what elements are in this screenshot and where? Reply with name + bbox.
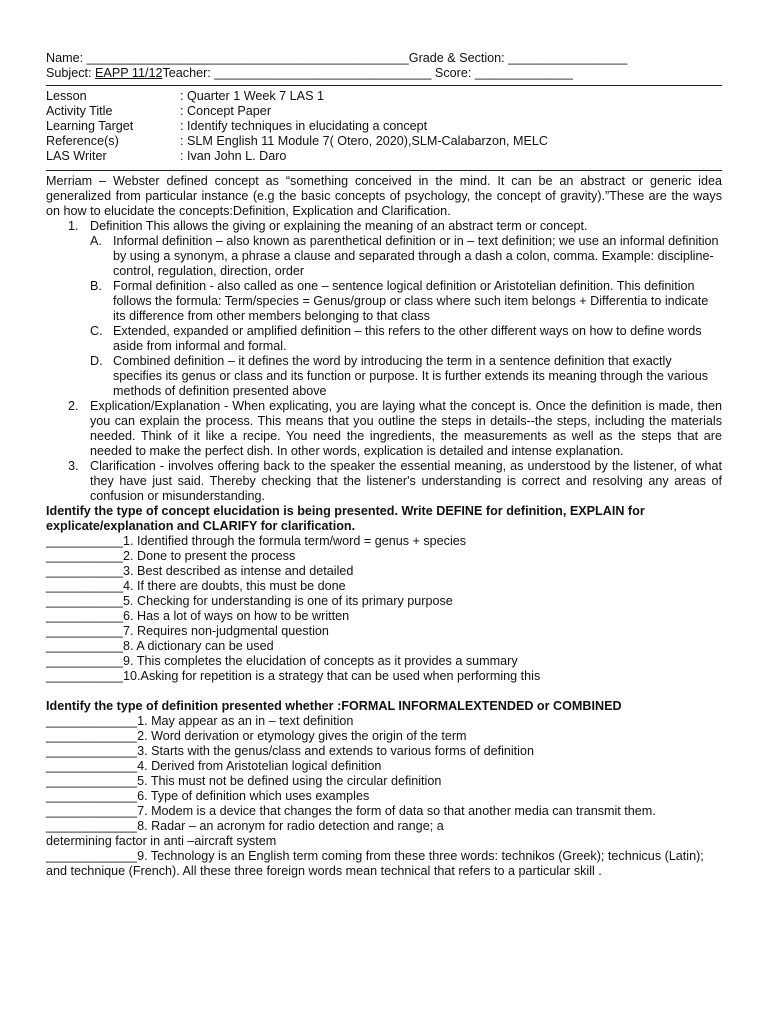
question-text: 6. Type of definition which uses examples — [137, 789, 370, 803]
subject-label: Subject: — [46, 66, 92, 80]
list-item — [68, 399, 722, 459]
question-row — [46, 594, 722, 609]
list-text: Explication/Explanation - When explicating, you are laying what the concept is. Once the definition is made, then you can explain the process. This means that you outline the steps in details--the steps, including the materials needed. Think of it like a recipe. You need the ingredients, the measurements as well as the steps that are needed to make the perfect dish. In other words, explication is detailed and intense explanation. — [90, 399, 722, 458]
answer-blank[interactable]: ___________ — [46, 654, 124, 668]
divider-top — [46, 85, 722, 86]
activity2-instruction: Identify the type of definition presented whether :FORMAL INFORMALEXTENDED or COMBINED — [46, 699, 622, 713]
meta-key: Lesson — [46, 89, 87, 103]
question-text: 2. Done to present the process — [123, 549, 296, 563]
question-row — [46, 744, 722, 759]
question-row — [46, 654, 722, 669]
meta-row — [46, 149, 722, 164]
meta-row — [46, 89, 722, 104]
question-row — [46, 639, 722, 654]
question-text: 1. Identified through the formula term/word = genus + species — [123, 534, 467, 548]
question-row — [46, 759, 722, 774]
answer-blank[interactable]: _____________ — [46, 744, 138, 758]
score-blank[interactable]: ______________ — [474, 66, 573, 80]
sub-list-letter: B. — [90, 279, 102, 293]
answer-blank[interactable]: ___________ — [46, 594, 124, 608]
question-text: 9. Technology is an English term coming from these three words: technikos (Greek); technicus (Latin); and technique (French). All these three foreign words mean technical that refers to a particular skill . — [46, 849, 704, 878]
answer-blank[interactable]: _____________ — [46, 714, 138, 728]
question-text: 6. Has a lot of ways on how to be written — [123, 609, 350, 623]
question-row-continued — [46, 834, 722, 849]
meta-key: Learning Target — [46, 119, 134, 133]
question-text: 10.Asking for repetition is a strategy that can be used when performing this — [123, 669, 541, 683]
teacher-blank[interactable]: _______________________________ — [214, 66, 432, 80]
sub-list-text: Extended, expanded or amplified definition – this refers to the other different ways on how to define words aside from informal and formal. — [113, 324, 702, 353]
meta-row — [46, 134, 722, 149]
list-number: 3. — [68, 459, 79, 473]
meta-value: : Quarter 1 Week 7 LAS 1 — [180, 89, 324, 103]
answer-blank[interactable]: ___________ — [46, 579, 124, 593]
question-text: 8. A dictionary can be used — [123, 639, 274, 653]
question-row — [46, 624, 722, 639]
meta-value: : SLM English 11 Module 7( Otero, 2020),SLM-Calabarzon, MELC — [180, 134, 548, 148]
question-text: 4. Derived from Aristotelian logical definition — [137, 759, 382, 773]
answer-blank[interactable]: _____________ — [46, 759, 138, 773]
question-text: 3. Starts with the genus/class and extends to various forms of definition — [137, 744, 534, 758]
list-item — [68, 219, 722, 234]
activity1-items — [46, 534, 722, 684]
sub-list-letter: A. — [90, 234, 102, 248]
answer-blank[interactable]: ___________ — [46, 549, 124, 563]
sub-list-text: Informal definition – also known as parenthetical definition or in – text definition; we use an informal definition by using a synonym, a phrase a clause and separated through a dash a colon, comma. Example: discipline-control, regulation, direction, order — [113, 234, 719, 278]
question-row — [46, 819, 722, 834]
question-row — [46, 714, 722, 729]
list-number: 2. — [68, 399, 79, 413]
answer-blank[interactable]: _____________ — [46, 804, 138, 818]
question-text: 2. Word derivation or etymology gives the origin of the term — [137, 729, 467, 743]
question-text: 7. Requires non-judgmental question — [123, 624, 329, 638]
answer-blank[interactable]: _____________ — [46, 819, 138, 833]
name-blank[interactable]: ______________________________________________ — [86, 51, 409, 65]
answer-blank[interactable]: _____________ — [46, 774, 138, 788]
sub-list-letter: D. — [90, 354, 103, 368]
question-row — [46, 804, 722, 819]
score-label: Score: — [434, 66, 472, 80]
list-number: 1. — [68, 219, 79, 233]
meta-key: LAS Writer — [46, 149, 107, 163]
name-label: Name: — [46, 51, 84, 65]
activity1-instruction: Identify the type of concept elucidation is being presented. Write DEFINE for definition, EXPLAIN for explicate/explanation and CLARIFY for clarification. — [46, 504, 645, 533]
answer-blank[interactable]: _____________ — [46, 729, 138, 743]
meta-key: Reference(s) — [46, 134, 119, 148]
answer-blank[interactable]: ___________ — [46, 669, 124, 683]
list-text: Clarification - involves offering back to the speaker the essential meaning, as understood by the listener, of what they have just said. Thereby checking that the listener's understanding is correct and resolving any areas of confusion or misunderstanding. — [90, 459, 722, 503]
question-text: 8. Radar – an acronym for radio detection and range; a — [137, 819, 444, 833]
question-row — [46, 579, 722, 594]
answer-blank[interactable]: _____________ — [46, 789, 138, 803]
meta-row — [46, 119, 722, 134]
sub-list-text: Combined definition – it defines the word by introducing the term in a sentence definition that exactly specifies its genus or class and its function or purpose. It is further extends its meaning through the various methods of definition presented above — [113, 354, 709, 398]
grade-blank[interactable]: _________________ — [508, 51, 628, 65]
question-text: 4. If there are doubts, this must be done — [123, 579, 346, 593]
list-item — [68, 459, 722, 504]
intro-paragraph: Merriam – Webster defined concept as “something conceived in the mind. It can be an abstract or generic idea generalized from particular instance (e.g the basic concepts of psychology, the concept of gravity).”These are the ways on how to elucidate the concepts:Definition, Explication and Clarification. — [46, 174, 722, 218]
question-text: determining factor in anti –aircraft system — [46, 834, 277, 848]
meta-value: : Concept Paper — [180, 104, 272, 118]
sub-list-item — [90, 279, 722, 324]
meta-value: : Identify techniques in elucidating a concept — [180, 119, 428, 133]
question-text: 9. This completes the elucidation of concepts as it provides a summary — [123, 654, 518, 668]
question-row — [46, 849, 722, 879]
question-text: 5. This must not be defined using the circular definition — [137, 774, 442, 788]
question-row — [46, 609, 722, 624]
question-row — [46, 729, 722, 744]
question-row — [46, 669, 722, 684]
meta-value: : Ivan John L. Daro — [180, 149, 287, 163]
question-row — [46, 774, 722, 789]
list-text: Definition This allows the giving or explaining the meaning of an abstract term or concept. — [90, 219, 588, 233]
sub-list-letter: C. — [90, 324, 103, 338]
question-row — [46, 564, 722, 579]
lesson-meta — [46, 89, 722, 164]
question-row — [46, 549, 722, 564]
question-text: 7. Modem is a device that changes the form of data so that another media can transmit them. — [137, 804, 656, 818]
answer-blank[interactable]: ___________ — [46, 609, 124, 623]
sub-list-item — [90, 234, 722, 279]
teacher-label: Teacher: — [162, 66, 211, 80]
answer-blank[interactable]: _____________ — [46, 849, 138, 863]
header-row-2 — [46, 66, 722, 81]
sub-list-item — [90, 324, 722, 354]
answer-blank[interactable]: ___________ — [46, 624, 124, 638]
question-row — [46, 534, 722, 549]
answer-blank[interactable]: ___________ — [46, 534, 124, 548]
grade-label: Grade & Section: — [408, 51, 505, 65]
sub-list-text: Formal definition - also called as one – sentence logical definition or Aristotelian definition. This definition follows the formula: Term/species = Genus/group or class where such item belongs + Differentia to indicate its difference from other members belonging to that class — [113, 279, 709, 323]
divider-bottom — [46, 170, 722, 171]
activity2-items — [46, 714, 722, 879]
spacer — [46, 684, 722, 699]
question-text: 1. May appear as an in – text definition — [137, 714, 354, 728]
question-row — [46, 789, 722, 804]
subject-value: EAPP 11/12 — [95, 66, 163, 80]
meta-row — [46, 104, 722, 119]
answer-blank[interactable]: ___________ — [46, 639, 124, 653]
header-row-1 — [46, 51, 722, 66]
question-text: 3. Best described as intense and detailed — [123, 564, 354, 578]
answer-blank[interactable]: ___________ — [46, 564, 124, 578]
meta-key: Activity Title — [46, 104, 113, 118]
sub-list-item — [90, 354, 722, 399]
question-text: 5. Checking for understanding is one of its primary purpose — [123, 594, 453, 608]
